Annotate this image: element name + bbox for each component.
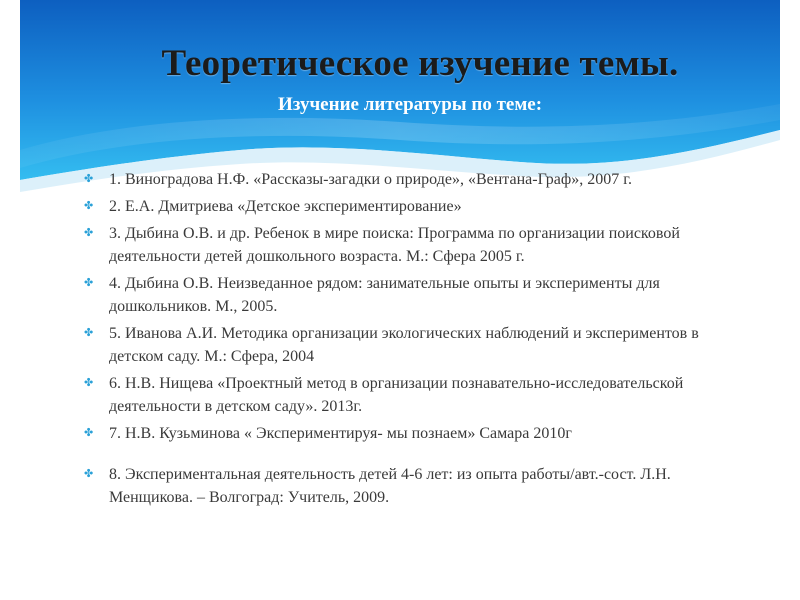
slide-title: Теоретическое изучение темы.	[161, 43, 679, 84]
list-item	[82, 195, 722, 218]
list-item	[82, 372, 722, 418]
reference-text: 4. Дыбина О.В. Неизведанное рядом: занимательные опыты и эксперименты для дошкольников. М., 2005.	[109, 275, 660, 315]
diamond-bullet-icon: ✤	[84, 327, 94, 339]
diamond-bullet-icon: ✤	[84, 277, 94, 289]
diamond-bullet-icon: ✤	[84, 200, 94, 212]
reference-text: 3. Дыбина О.В. и др. Ребенок в мире поиска: Программа по организации поисковой деятельности детей дошкольного возраста. М.: Сфера 2005 г.	[109, 225, 680, 265]
slide-subtitle: Изучение литературы по теме:	[277, 94, 543, 115]
reference-text: 1. Виноградова Н.Ф. «Рассказы-загадки о природе», «Вентана-Граф», 2007 г.	[109, 171, 633, 188]
diamond-bullet-icon: ✤	[84, 468, 94, 480]
list-item	[82, 168, 722, 191]
diamond-bullet-icon: ✤	[84, 173, 94, 185]
diamond-bullet-icon: ✤	[84, 427, 94, 439]
reference-text: 7. Н.В. Кузьминова « Экспериментируя- мы познаем» Самара 2010г	[109, 425, 572, 442]
reference-text: 5. Иванова А.И. Методика организации экологических наблюдений и экспериментов в детском саду. М.: Сфера, 2004	[109, 325, 699, 365]
reference-text: 2. Е.А. Дмитриева «Детское экспериментирование»	[109, 198, 462, 215]
reference-text: 6. Н.В. Нищева «Проектный метод в организации познавательно-исследовательской деятельности в детском саду». 2013г.	[109, 375, 684, 415]
diamond-bullet-icon: ✤	[84, 377, 94, 389]
list-item	[82, 463, 722, 509]
reference-text: 8. Экспериментальная деятельность детей 4-6 лет: из опыта работы/авт.-сост. Л.Н. Менщикова. – Волгоград: Учитель, 2009.	[109, 466, 671, 506]
diamond-bullet-icon: ✤	[84, 227, 94, 239]
list-item	[82, 322, 722, 368]
reference-list	[82, 168, 722, 513]
list-item	[82, 422, 722, 445]
list-item	[82, 272, 722, 318]
list-item	[82, 222, 722, 268]
